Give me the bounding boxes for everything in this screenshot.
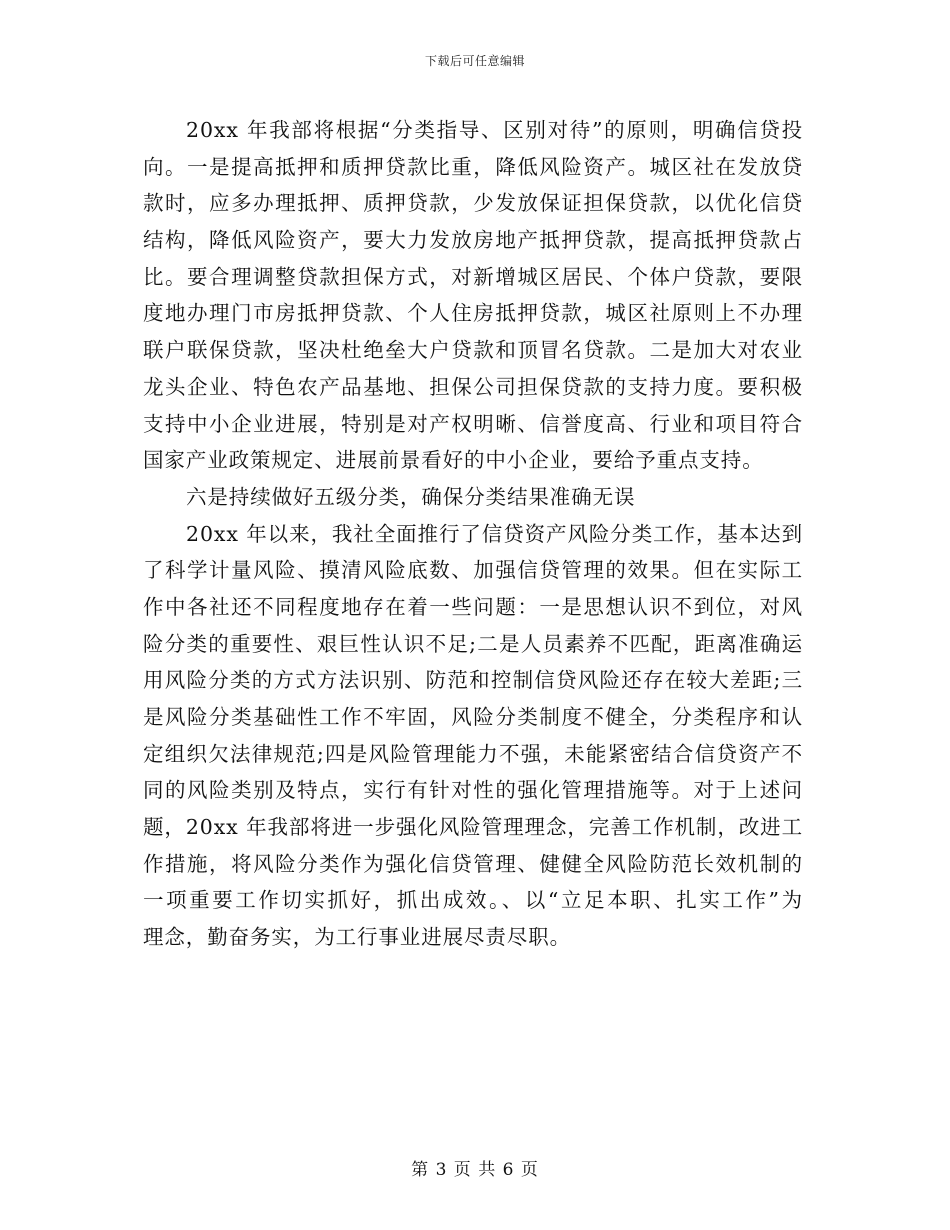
paragraph-line: 支持中小企业进展，特别是对产权明晰、信誉度高、行业和项目符合 xyxy=(143,411,803,436)
paragraph-line: 作中各社还不同程度地存在着一些问题：一是思想认识不到位，对风 xyxy=(143,594,803,619)
paragraph-line: 一项重要工作切实抓好，抓出成效。、以“立足本职、扎实工作”为 xyxy=(143,888,803,913)
document-body xyxy=(143,112,803,956)
paragraph-line: 用风险分类的方式方法识别、防范和控制信贷风险还存在较大差距;三 xyxy=(143,668,803,693)
paragraph-line: 比。要合理调整贷款担保方式，对新增城区居民、个体户贷款，要限 xyxy=(143,264,803,289)
paragraph-line: 向。一是提高抵押和质押贷款比重，降低风险资产。城区社在发放贷 xyxy=(143,154,803,179)
page-number-footer: 第 3 页 共 6 页 xyxy=(411,1160,539,1180)
paragraph-line: 结构，降低风险资产，要大力发放房地产抵押贷款，提高抵押贷款占 xyxy=(143,228,803,253)
paragraph-line: 20xx 年我部将根据“分类指导、区别对待”的原则，明确信贷投 xyxy=(186,118,803,142)
paragraph-line: 题，20xx 年我部将进一步强化风险管理理念，完善工作机制，改进工 xyxy=(143,815,803,840)
paragraph-line: 同的风险类别及特点，实行有针对性的强化管理措施等。对于上述问 xyxy=(143,778,803,803)
paragraph-line: 作措施，将风险分类作为强化信贷管理、健健全风险防范长效机制的 xyxy=(143,851,803,876)
paragraph-line: 联户联保贷款，坚决杜绝垒大户贷款和顶冒名贷款。二是加大对农业 xyxy=(143,338,803,363)
section-heading: 六是持续做好五级分类，确保分类结果准确无误 xyxy=(186,484,636,509)
paragraph-line: 度地办理门市房抵押贷款、个人住房抵押贷款，城区社原则上不办理 xyxy=(143,301,803,326)
paragraph-line: 是风险分类基础性工作不牢固，风险分类制度不健全，分类程序和认 xyxy=(143,705,803,729)
paragraph-line: 款时，应多办理抵押、质押贷款，少发放保证担保贷款，以优化信贷 xyxy=(143,191,803,216)
paragraph-line: 20xx 年以来，我社全面推行了信贷资产风险分类工作，基本达到 xyxy=(186,521,803,546)
paragraph-line: 国家产业政策规定、进展前景看好的中小企业，要给予重点支持。 xyxy=(143,448,764,473)
paragraph-line: 了科学计量风险、摸清风险底数、加强信贷管理的效果。但在实际工 xyxy=(143,558,803,583)
paragraph-line: 定组织欠法律规范;四是风险管理能力不强，未能紧密结合信贷资产不 xyxy=(143,741,803,766)
paragraph-line: 龙头企业、特色农产品基地、担保公司担保贷款的支持力度。要积极 xyxy=(143,374,803,399)
paragraph-line: 理念，勤奋务实，为工行事业进展尽责尽职。 xyxy=(143,925,571,950)
paragraph-line: 险分类的重要性、艰巨性认识不足;二是人员素养不匹配，距离准确运 xyxy=(143,631,803,656)
page-header: 下载后可任意编辑 xyxy=(424,54,525,68)
